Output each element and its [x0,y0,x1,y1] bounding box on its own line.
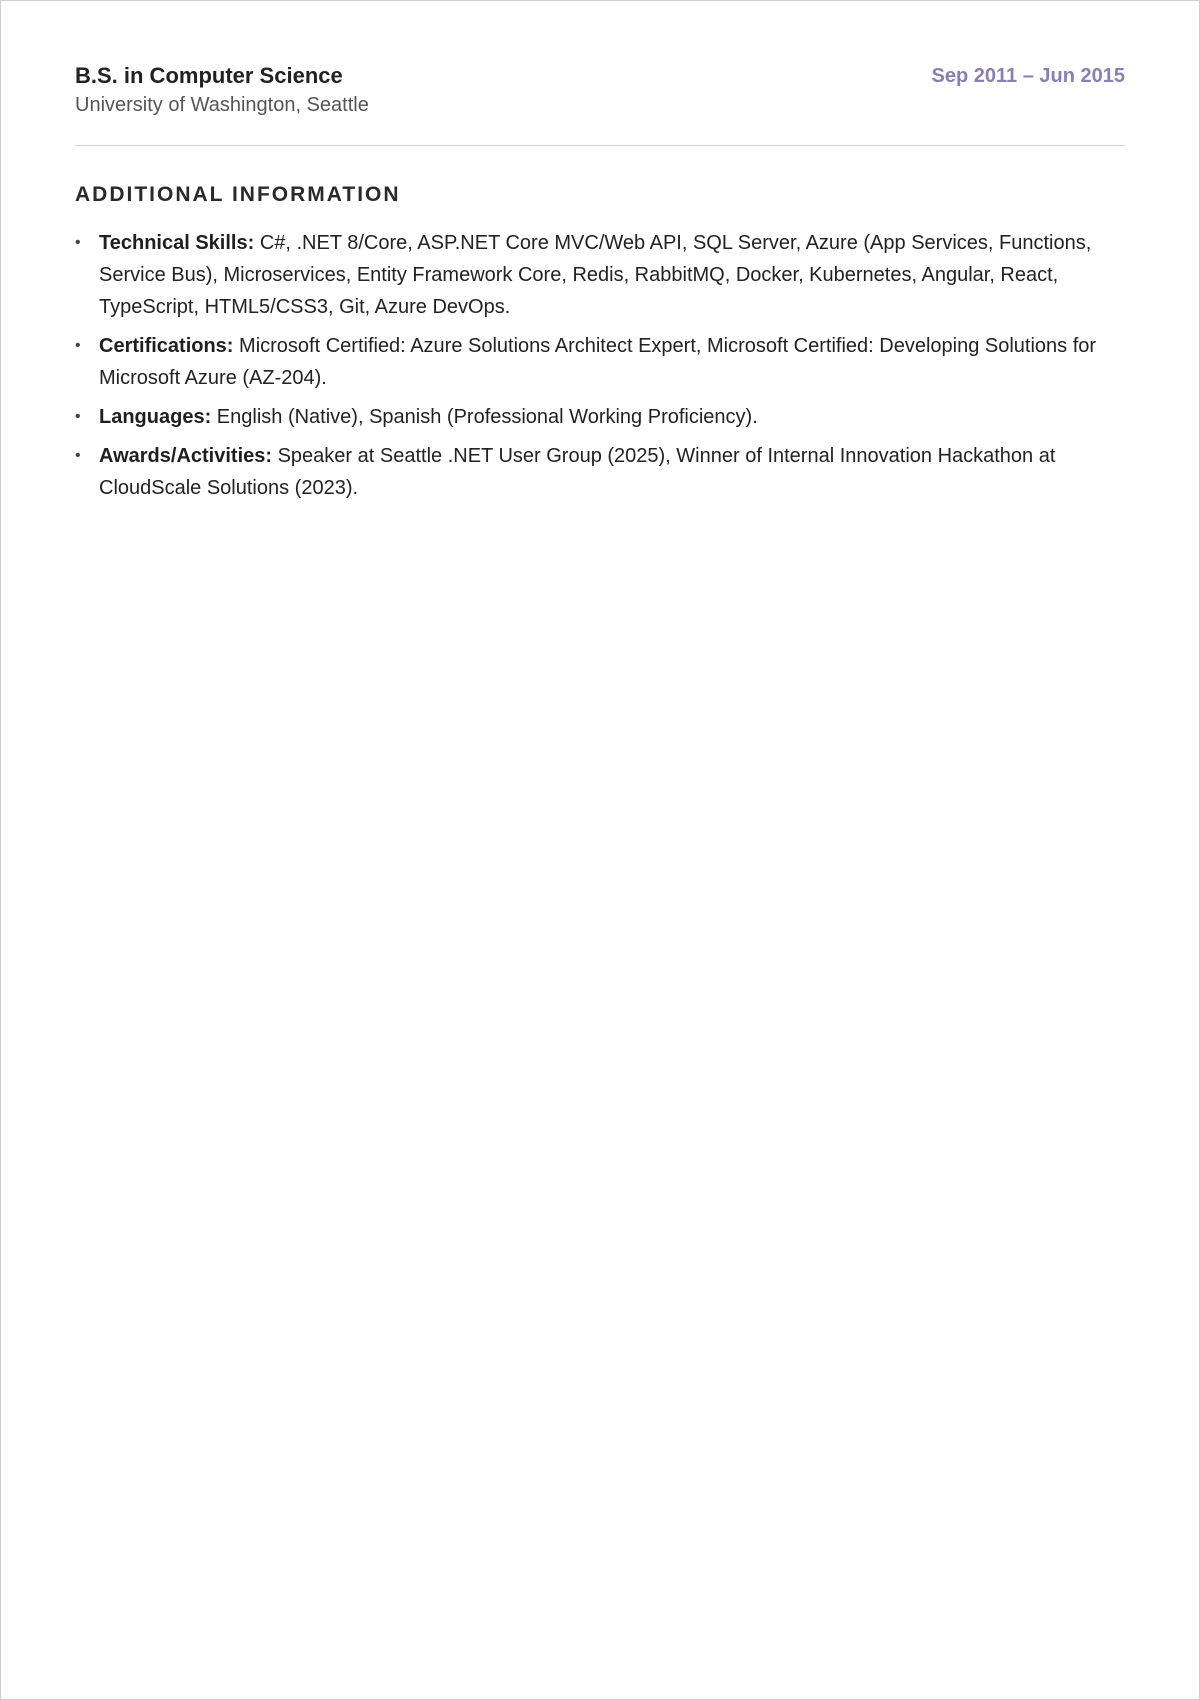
list-item-certifications [75,330,1125,394]
bullet-icon: • [75,408,81,425]
item-text: Speaker at Seattle .NET User Group (2025), Winner of Internal Innovation Hackathon at CloudScale Solutions (2023). [99,445,1056,499]
section-divider [75,145,1125,146]
item-label: Languages: [99,406,217,428]
education-left [75,61,369,119]
degree-title: B.S. in Computer Science [75,63,343,88]
item-text: Microsoft Certified: Azure Solutions Architect Expert, Microsoft Certified: Developing Solutions for Microsoft Azure (AZ-204). [99,335,1097,389]
item-text: C#, .NET 8/Core, ASP.NET Core MVC/Web API, SQL Server, Azure (App Services, Functions, Service Bus), Microservices, Entity Framework Core, Redis, RabbitMQ, Docker, Kubernetes, Angular, React, TypeScript, HTML5/CSS3, Git, Azure DevOps. [99,232,1092,318]
bullet-icon: • [75,337,81,354]
additional-information-list [75,227,1125,511]
item-label: Technical Skills: [99,232,260,254]
bullet-icon: • [75,447,81,464]
list-item-awards-activities [75,440,1125,504]
item-label: Certifications: [99,335,240,357]
item-text: English (Native), Spanish (Professional Working Proficiency). [216,406,758,428]
education-dates: Sep 2011 – Jun 2015 [931,65,1125,87]
section-title-additional-information: ADDITIONAL INFORMATION [75,183,401,206]
education-entry [75,61,1125,119]
school-name: University of Washington, Seattle [75,94,369,116]
list-item-technical-skills [75,227,1125,323]
list-item-languages [75,401,1125,433]
item-label: Awards/Activities: [99,445,278,467]
bullet-icon: • [75,234,81,251]
